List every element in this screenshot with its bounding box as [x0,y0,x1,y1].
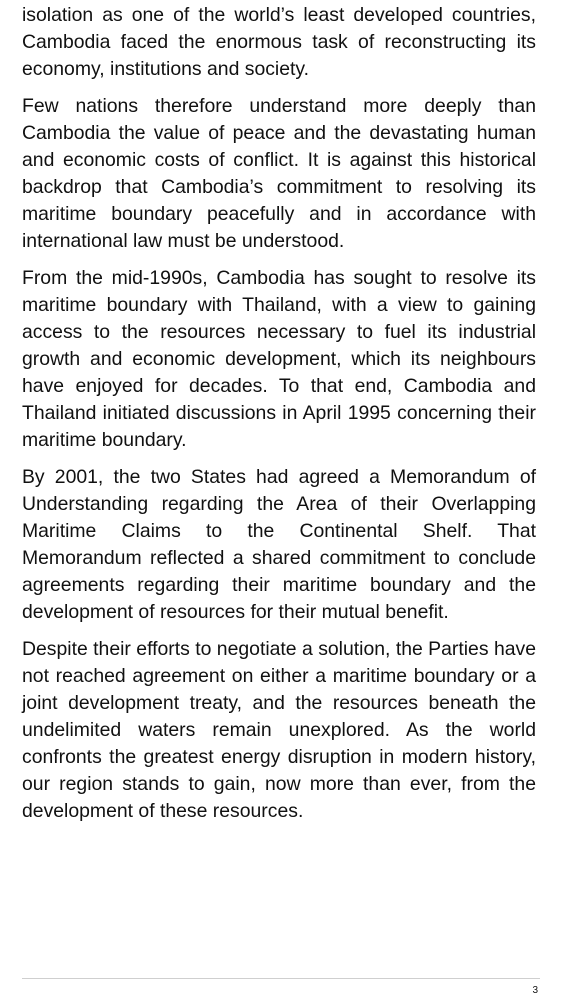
paragraph-memorandum-2001: By 2001, the two States had agreed a Memorandum of Understanding regarding the Area of their Overlapping Maritime Claims to the Continental Shelf. That Memorandum reflected a shared commitment to conclude agreements regarding their maritime boundary and the development of resources for their mutual benefit. [22,466,536,623]
paragraph-mid-1990s-discussions: From the mid-1990s, Cambodia has sought to resolve its maritime boundary with Thailand, with a view to gaining access to the resources necessary to fuel its industrial growth and economic development, which its neighbours have enjoyed for decades. To that end, Cambodia and Thailand initiated discussions in April 1995 concerning their maritime boundary. [22,267,536,451]
page-number: 3 [532,985,538,996]
paragraph-value-of-peace: Few nations therefore understand more deeply than Cambodia the value of peace and the devastating human and economic costs of conflict. It is against this historical backdrop that Cambodia’s commitment to resolving its maritime boundary peacefully and in accordance with international law must be understood. [22,95,536,252]
document-body [22,2,536,835]
paragraph-resources-unexplored: Despite their efforts to negotiate a solution, the Parties have not reached agreement on either a maritime boundary or a joint development treaty, and the resources beneath the undelimited waters remain unexplored. As the world confronts the greatest energy disruption in modern history, our region stands to gain, now more than ever, from the development of these resources. [22,638,536,822]
paragraph-isolation: isolation as one of the world’s least developed countries, Cambodia faced the enormous task of reconstructing its economy, institutions and society. [22,4,536,80]
footer-divider [22,978,540,979]
